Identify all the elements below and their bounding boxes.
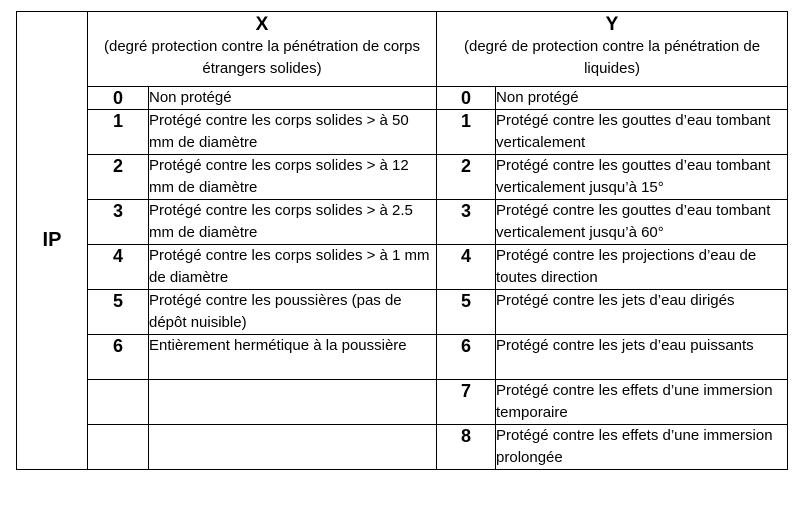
x-num: 3	[88, 200, 149, 245]
table-row	[17, 245, 788, 290]
y-desc: Protégé contre les gouttes d’eau tombant verticalement jusqu’à 60°	[496, 200, 788, 245]
ip-code-table	[16, 11, 788, 470]
x-desc: Protégé contre les corps solides > à 2.5 mm de diamètre	[149, 200, 437, 245]
table-row	[17, 155, 788, 200]
x-header	[88, 12, 437, 87]
y-subtitle: (degré de protection contre la pénétration de liquides)	[464, 38, 761, 77]
table-row	[17, 290, 788, 335]
x-desc: Protégé contre les poussières (pas de dépôt nuisible)	[149, 290, 437, 335]
x-num	[88, 380, 149, 425]
y-desc: Protégé contre les effets d’une immersion prolongée	[496, 425, 788, 470]
x-desc: Entièrement hermétique à la poussière	[149, 335, 437, 380]
y-desc: Protégé contre les gouttes d’eau tombant verticalement	[496, 110, 788, 155]
y-desc: Protégé contre les jets d’eau puissants	[496, 335, 788, 380]
y-num: 7	[437, 380, 496, 425]
y-desc: Protégé contre les gouttes d’eau tombant verticalement jusqu’à 15°	[496, 155, 788, 200]
x-num: 0	[88, 87, 149, 110]
x-num: 2	[88, 155, 149, 200]
y-num: 1	[437, 110, 496, 155]
table-row	[17, 335, 788, 380]
x-desc	[149, 380, 437, 425]
table-row	[17, 200, 788, 245]
y-desc: Protégé contre les jets d’eau dirigés	[496, 290, 788, 335]
x-num: 5	[88, 290, 149, 335]
y-num: 6	[437, 335, 496, 380]
y-num: 0	[437, 87, 496, 110]
table-row	[17, 380, 788, 425]
x-desc	[149, 425, 437, 470]
x-desc: Protégé contre les corps solides > à 1 mm de diamètre	[149, 245, 437, 290]
y-num: 8	[437, 425, 496, 470]
x-desc: Non protégé	[149, 87, 437, 110]
table-row	[17, 425, 788, 470]
y-desc: Protégé contre les projections d’eau de toutes direction	[496, 245, 788, 290]
table-row	[17, 110, 788, 155]
y-num: 2	[437, 155, 496, 200]
y-header	[437, 12, 788, 87]
x-num: 6	[88, 335, 149, 380]
ip-label: IP	[17, 12, 88, 470]
table-row	[17, 87, 788, 110]
y-num: 4	[437, 245, 496, 290]
x-num: 4	[88, 245, 149, 290]
y-desc: Protégé contre les effets d’une immersion temporaire	[496, 380, 788, 425]
x-title: X	[255, 14, 269, 35]
x-num: 1	[88, 110, 149, 155]
x-subtitle: (degré protection contre la pénétration de corps étrangers solides)	[103, 38, 421, 77]
y-num: 5	[437, 290, 496, 335]
y-desc: Non protégé	[496, 87, 788, 110]
x-desc: Protégé contre les corps solides > à 12 mm de diamètre	[149, 155, 437, 200]
x-num	[88, 425, 149, 470]
x-desc: Protégé contre les corps solides > à 50 mm de diamètre	[149, 110, 437, 155]
header-row	[17, 12, 788, 87]
y-num: 3	[437, 200, 496, 245]
y-title: Y	[605, 14, 619, 35]
